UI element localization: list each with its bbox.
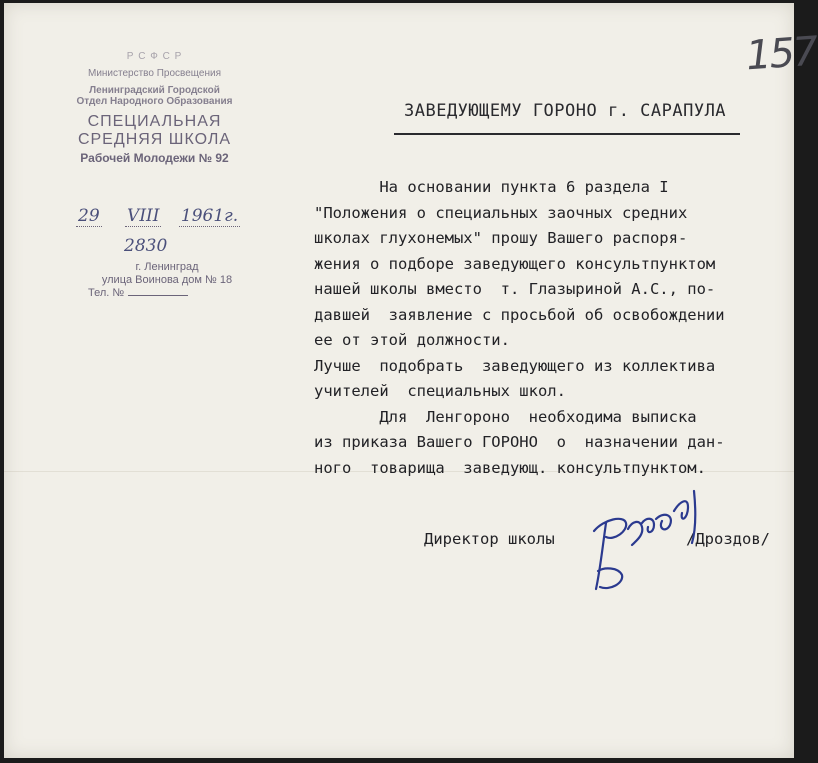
stamp-date-month: VIII — [127, 206, 160, 226]
body-line: На основании пункта 6 раздела I — [314, 178, 669, 196]
body-line: школах глухонемых" прошу Вашего распоря- — [314, 229, 688, 247]
stamp-street: улица Воинова дом № 18 — [101, 274, 233, 286]
stamp-line-education-dept: Отдел Народного Образования — [76, 96, 233, 107]
body-line: из приказа Вашего ГОРОНО о назначении дан- — [314, 433, 725, 451]
stamp-line-city-dept: Ленинградский Городской — [89, 85, 220, 96]
archive-page-number: 157 — [744, 28, 818, 80]
stamp-date — [76, 206, 256, 227]
addressee: ЗАВЕДУЮЩЕМУ ГОРОНО г. САРАПУЛА — [404, 101, 727, 121]
stamp-date-year: 1961г. — [180, 206, 239, 226]
body-line: нашей школы вместо т. Глазыриной А.С., по- — [314, 280, 716, 298]
stamp-registration-number: 2830 — [124, 236, 168, 256]
body-line: Лучше подобрать заведующего из коллектива — [314, 356, 716, 375]
handwritten-signature — [584, 471, 724, 601]
body-line: давшей заявление с просьбой об освобождении — [314, 305, 725, 324]
stamp-tel: Тел. № — [82, 287, 252, 300]
stamp-address — [82, 261, 252, 300]
body-line: "Положения о специальных заочных средних — [314, 203, 688, 222]
school-stamp — [62, 51, 247, 165]
document-page — [4, 3, 818, 758]
body-line: ее от этой должности. — [314, 331, 510, 349]
body-line: Для Ленгороно необходима выписка — [314, 407, 697, 426]
stamp-line-rsfsr: Р С Ф С Р — [126, 51, 183, 62]
body-line: жения о подборе заведующего консультпунктом — [314, 254, 716, 273]
stamp-date-day: 29 — [78, 206, 100, 226]
addressee-underline — [394, 133, 740, 135]
body-line: учителей специальных школ. — [314, 382, 566, 400]
stamp-line-school: СРЕДНЯЯ ШКОЛА — [77, 131, 232, 148]
body-line: ного товарища заведующ. консультпунктом. — [314, 458, 706, 477]
stamp-line-special: СПЕЦИАЛЬНАЯ — [87, 113, 222, 130]
stamp-line-ministry: Министерство Просвещения — [87, 68, 221, 79]
stamp-line-school-number: Рабочей Молодежи № 92 — [80, 151, 229, 165]
letter-body — [314, 175, 794, 481]
signature-title: Директор школы — [424, 530, 555, 548]
signature-name: /Дроздов/ — [686, 530, 770, 548]
stamp-city: г. Ленинград — [135, 261, 199, 273]
